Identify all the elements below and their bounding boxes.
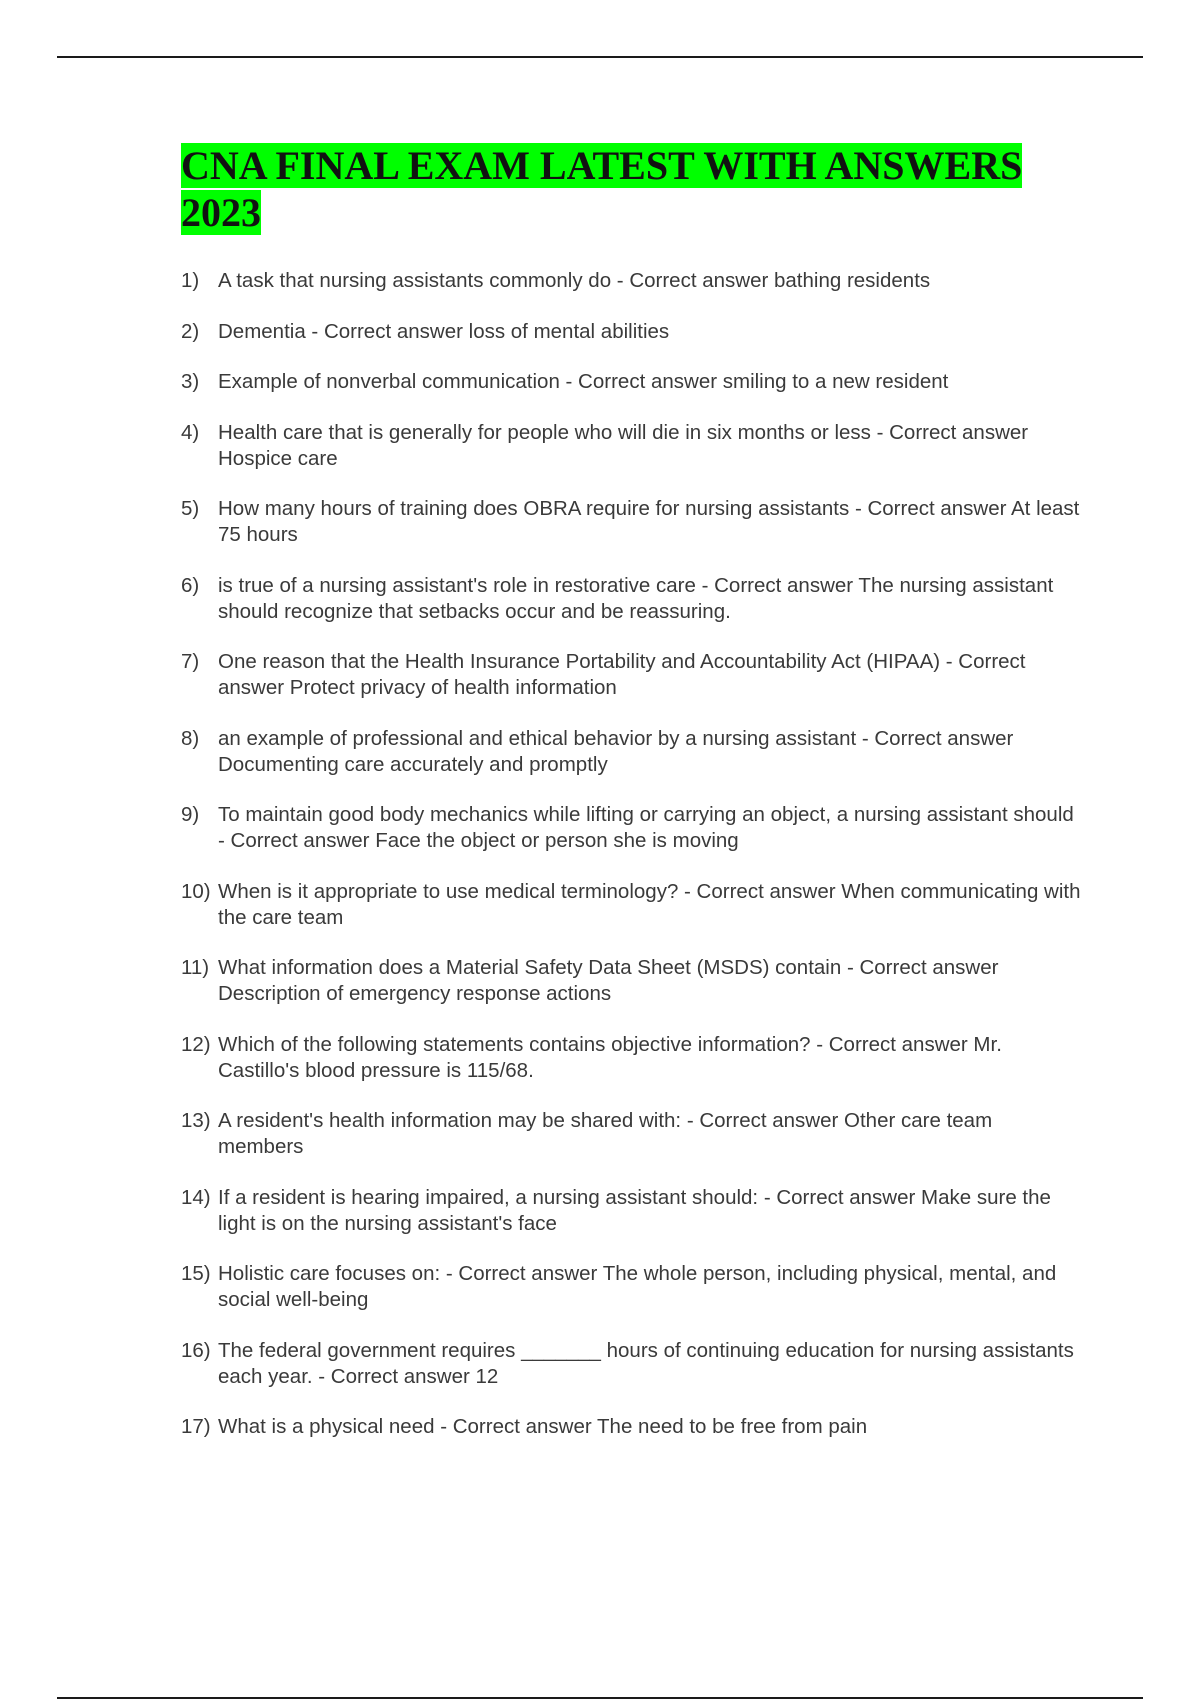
question-text: Holistic care focuses on: - Correct answer The whole person, including physical, mental, and social well-being (218, 1262, 1057, 1311)
question-item (181, 1338, 1081, 1390)
question-item (181, 1414, 1081, 1440)
question-item (181, 802, 1081, 854)
question-text: To maintain good body mechanics while lifting or carrying an object, a nursing assistant should - Correct answer Face the object or person she is moving (218, 803, 1074, 852)
question-item (181, 420, 1081, 472)
question-text: When is it appropriate to use medical terminology? - Correct answer When communicating with the care team (218, 879, 1081, 929)
question-number: 5) (181, 497, 200, 520)
question-number: 9) (181, 803, 200, 826)
question-number: 15) (181, 1262, 211, 1285)
question-text: Example of nonverbal communication - Correct answer smiling to a new resident (218, 370, 949, 393)
question-item (181, 1032, 1081, 1084)
question-number: 7) (181, 650, 200, 673)
question-number: 11) (181, 956, 210, 979)
question-number: 3) (181, 370, 200, 393)
question-item (181, 649, 1081, 701)
question-number: 4) (181, 420, 200, 444)
question-item (181, 268, 1081, 294)
question-number: 6) (181, 573, 200, 597)
question-number: 2) (181, 319, 200, 343)
question-text: Dementia - Correct answer loss of mental abilities (218, 319, 670, 343)
question-text: A task that nursing assistants commonly do - Correct answer bathing residents (218, 269, 931, 292)
question-number: 17) (181, 1415, 211, 1438)
document-title (181, 142, 1081, 236)
document-body (181, 142, 1081, 1465)
question-item (181, 1261, 1081, 1313)
question-text: How many hours of training does OBRA require for nursing assistants - Correct answer At least 75 hours (218, 497, 1080, 546)
question-number: 8) (181, 726, 200, 750)
question-item (181, 879, 1081, 931)
question-text: A resident's health information may be shared with: - Correct answer Other care team members (218, 1109, 993, 1158)
question-text: Health care that is generally for people who will die in six months or less - Correct answer Hospice care (218, 420, 1029, 470)
question-number: 1) (181, 269, 200, 292)
question-item (181, 369, 1081, 395)
question-number: 14) (181, 1185, 211, 1209)
question-item (181, 573, 1081, 625)
question-item (181, 1108, 1081, 1160)
question-number: 10) (181, 879, 211, 903)
question-item (181, 319, 1081, 345)
question-item (181, 726, 1081, 778)
question-item (181, 955, 1081, 1007)
question-text: What information does a Material Safety Data Sheet (MSDS) contain - Correct answer Description of emergency response actions (218, 956, 999, 1005)
bottom-rule (57, 1697, 1143, 1699)
question-number: 12) (181, 1032, 211, 1056)
question-text: Which of the following statements contains objective information? - Correct answer Mr. Castillo's blood pressure is 115/68. (218, 1032, 1002, 1082)
question-text: The federal government requires _______ hours of continuing education for nursing assistants each year. - Correct answer 12 (218, 1338, 1074, 1388)
question-number: 16) (181, 1338, 211, 1362)
question-text: an example of professional and ethical behavior by a nursing assistant - Correct answer Documenting care accurately and promptly (218, 726, 1014, 776)
question-item (181, 496, 1081, 548)
question-list (181, 268, 1081, 1440)
question-number: 13) (181, 1109, 211, 1132)
question-text: If a resident is hearing impaired, a nursing assistant should: - Correct answer Make sure the light is on the nursing assistant's face (218, 1185, 1051, 1235)
title-highlight: CNA FINAL EXAM LATEST WITH ANSWERS 2023 (181, 143, 1023, 235)
top-rule (57, 56, 1143, 58)
question-text: One reason that the Health Insurance Portability and Accountability Act (HIPAA) - Correct answer Protect privacy of health information (218, 650, 1026, 699)
question-item (181, 1185, 1081, 1237)
question-text: What is a physical need - Correct answer The need to be free from pain (218, 1415, 868, 1438)
question-text: is true of a nursing assistant's role in restorative care - Correct answer The nursing assistant should recognize that setbacks occur and be reassuring. (218, 573, 1054, 623)
